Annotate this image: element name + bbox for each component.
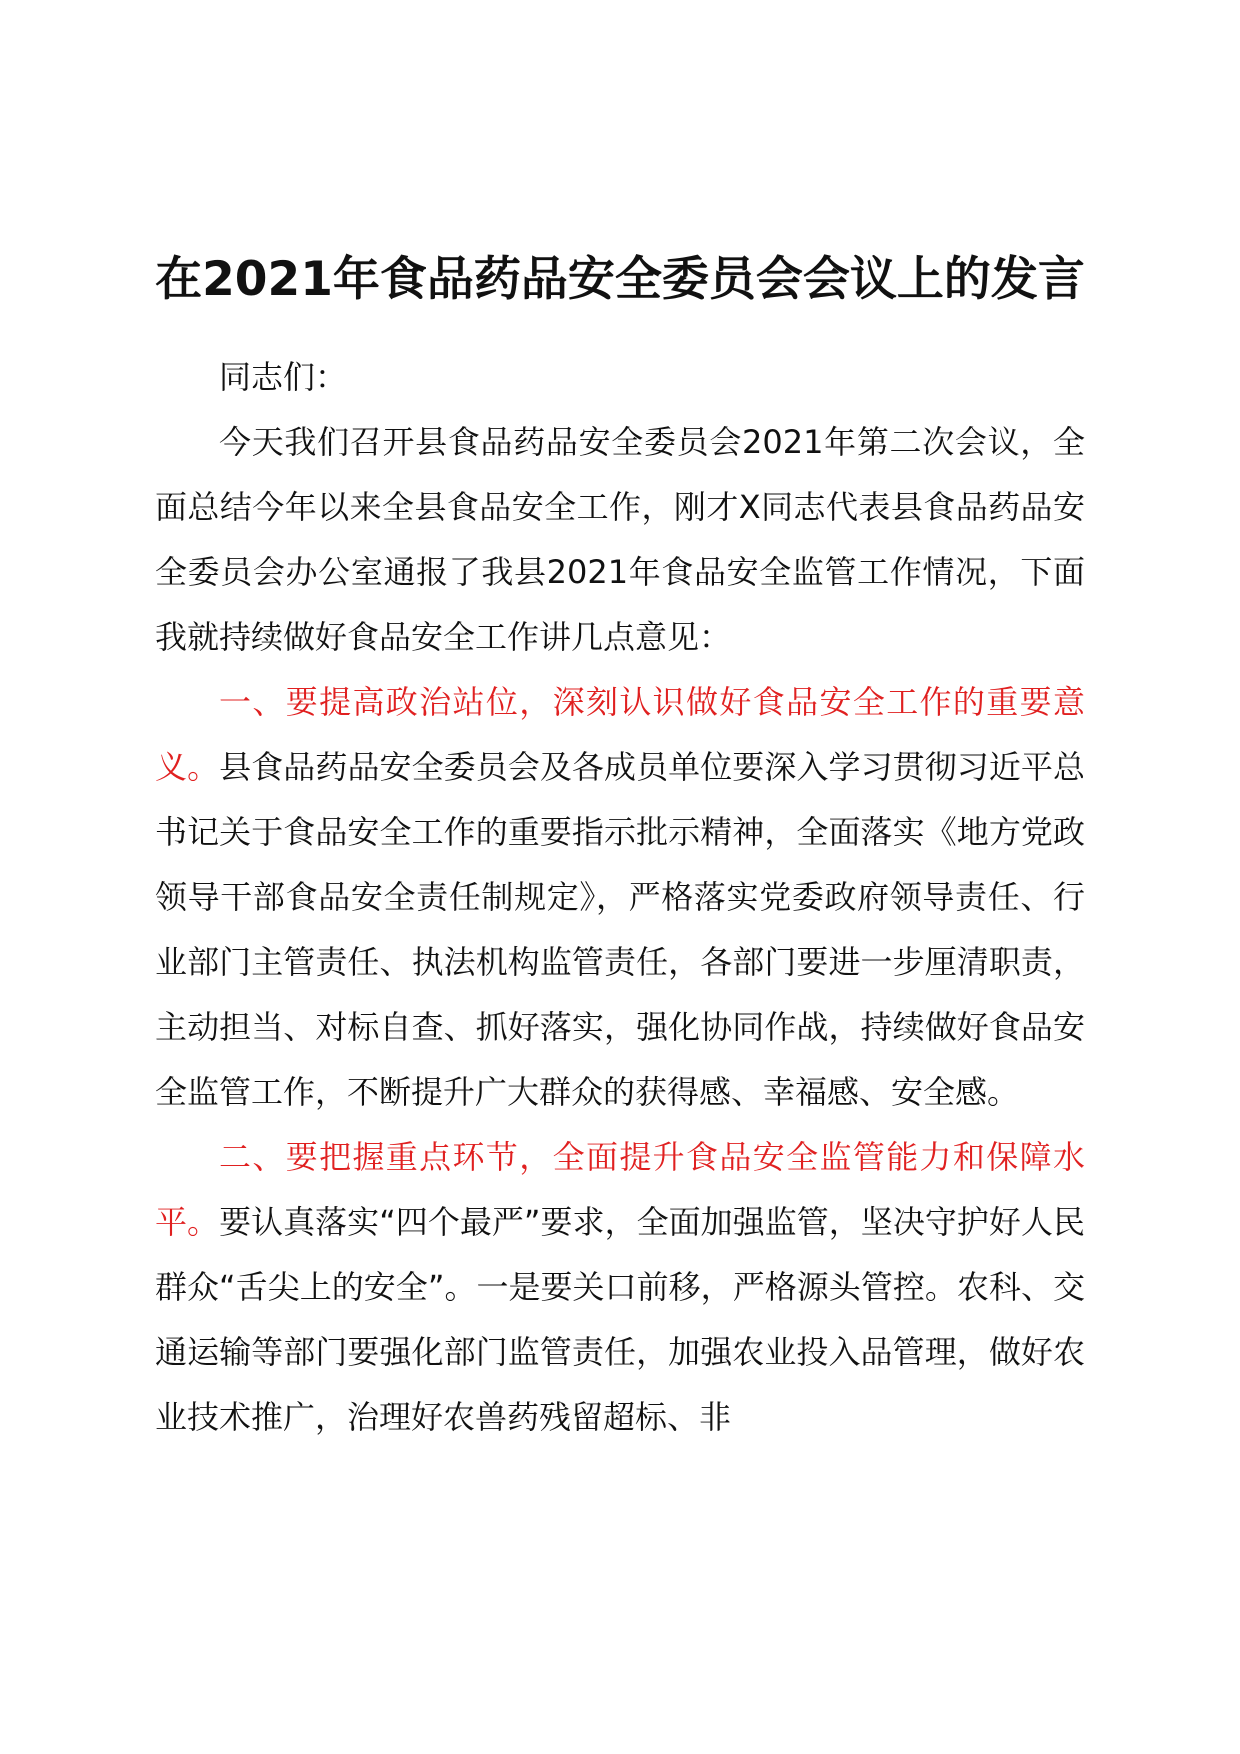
paragraph-text: 今天我们召开县食品药品安全委员会2021年第二次会议，全面总结今年以来全县食品安全工作，刚才X同志代表县食品药品安全委员会办公室通报了我县2021年食品安全监管工作情况，下面我就持续做好食品安全工作讲几点意见： [155, 423, 1085, 656]
document-body [155, 345, 1085, 1450]
paragraph-text: 县食品药品安全委员会及各成员单位要深入学习贯彻习近平总书记关于食品安全工作的重要指示批示精神，全面落实《地方党政领导干部食品安全责任制规定》，严格落实党委政府领导责任、行业部门主管责任、执法机构监管责任，各部门要进一步厘清职责，主动担当、对标自查、抓好落实，强化协同作战，持续做好食品安全监管工作，不断提升广大群众的获得感、幸福感、安全感。 [155, 748, 1085, 1111]
document-title: 在2021年食品药品安全委员会会议上的发言 [155, 252, 1085, 307]
paragraph-point-2 [155, 1125, 1085, 1450]
paragraph-point-1 [155, 670, 1085, 1125]
section-heading-1: 一、要提高政治站位，深刻认识做好食品安全工作的重要意义。 [155, 683, 1085, 786]
paragraph-text: 要认真落实“四个最严”要求，全面加强监管，坚决守护好人民群众“舌尖上的安全”。一是要关口前移，严格源头管控。农科、交通运输等部门要强化部门监管责任，加强农业投入品管理，做好农业技术推广，治理好农兽药残留超标、非 [155, 1203, 1085, 1436]
paragraph-intro [155, 410, 1085, 670]
section-heading-2: 二、要把握重点环节，全面提升食品安全监管能力和保障水平。 [155, 1138, 1085, 1241]
salutation: 同志们： [219, 358, 348, 396]
